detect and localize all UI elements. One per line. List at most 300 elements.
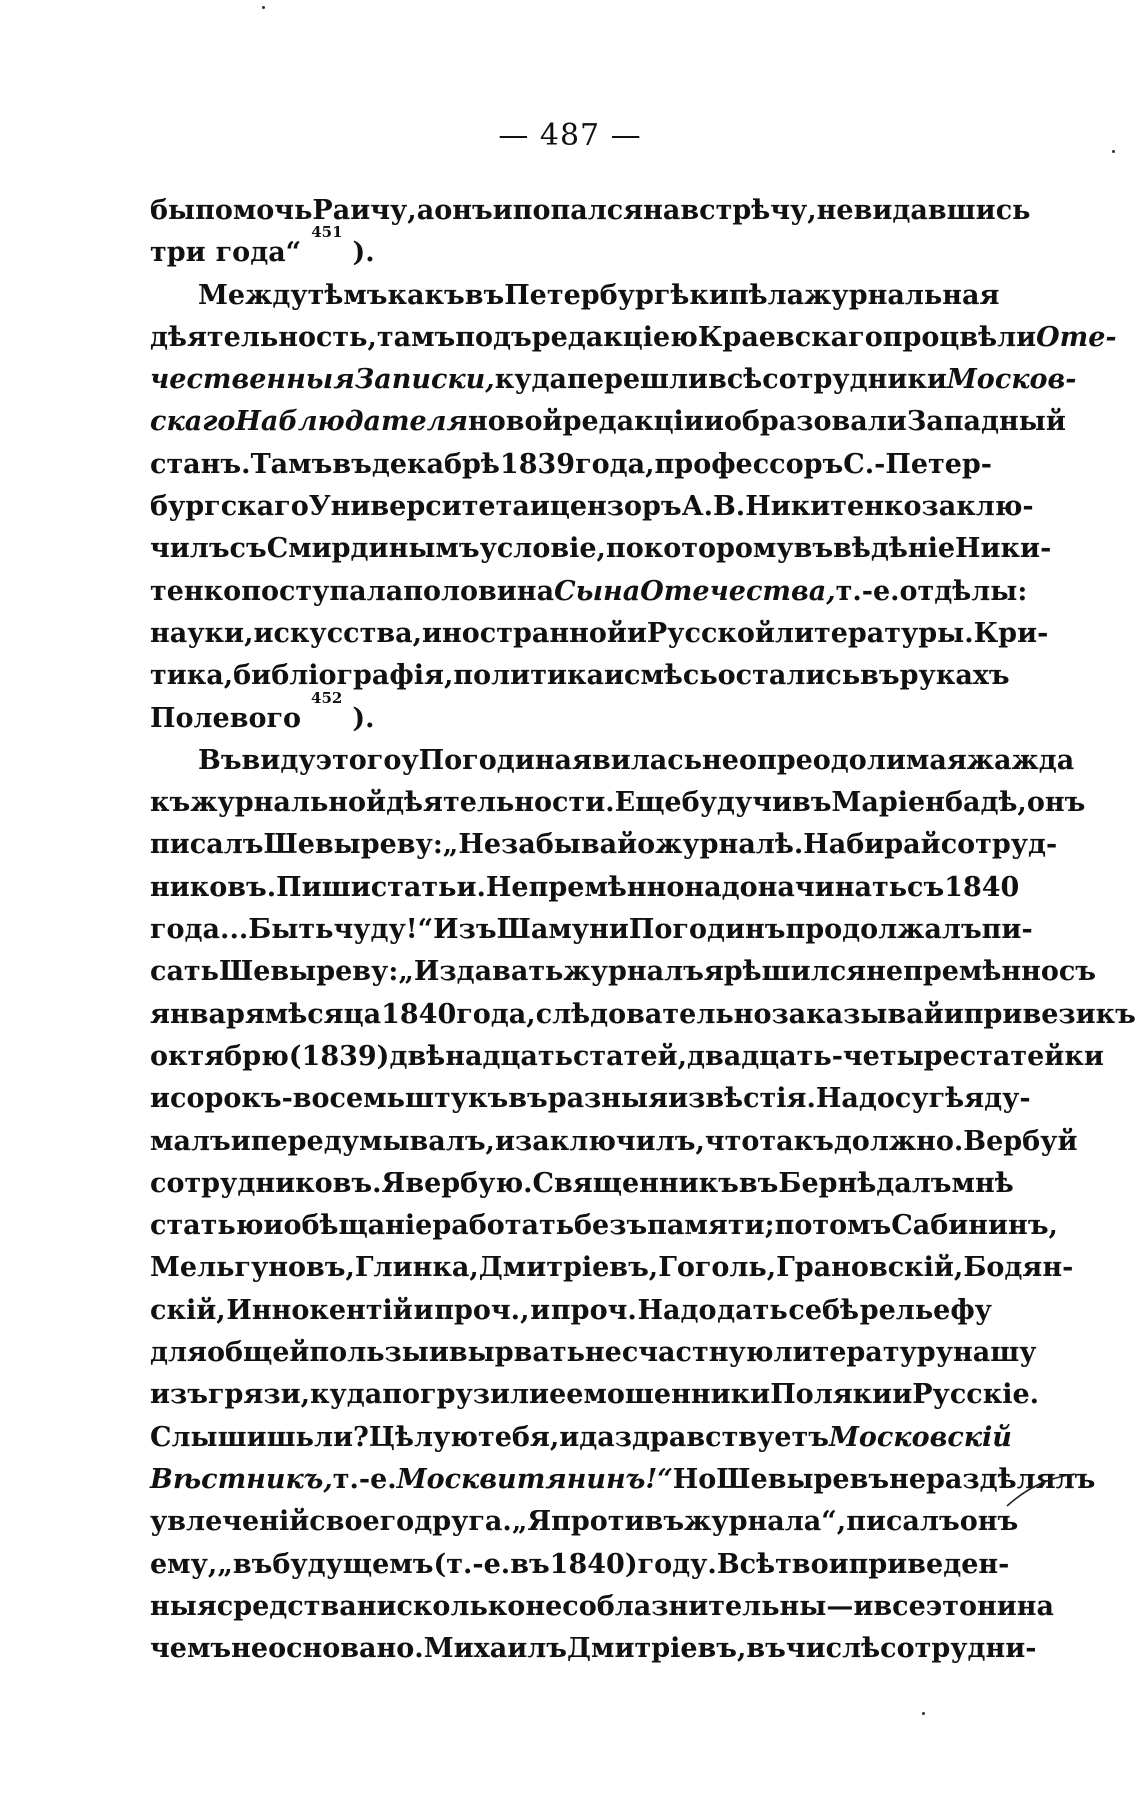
word: года... [150, 914, 249, 946]
word: Михаилъ [423, 1633, 567, 1665]
word: Оте- [1036, 321, 1117, 353]
word: попался [512, 195, 644, 226]
word: пи- [981, 914, 1033, 946]
word: „Не [442, 829, 502, 861]
word: слѣдовательно [535, 998, 772, 1030]
word: съ [1058, 956, 1097, 988]
word: Маріенбадѣ, [831, 787, 1027, 819]
text-line [150, 359, 1077, 401]
word: явилась [572, 744, 703, 776]
word: писалъ [150, 829, 264, 861]
text-line [150, 1290, 992, 1332]
word: т.-е. [332, 1463, 397, 1495]
word: и [943, 998, 964, 1030]
word: заказывай [771, 998, 944, 1030]
word: 1840) [549, 1548, 638, 1580]
word: и [703, 406, 724, 438]
word: редакціи [562, 406, 704, 438]
word: Раичу, [312, 195, 417, 226]
word: Вербуй [963, 1125, 1078, 1157]
word: онъ [1026, 787, 1086, 819]
word: октябрю [150, 1040, 289, 1072]
word: чемъ [150, 1633, 232, 1665]
text-line [150, 740, 1075, 782]
word: Набирай [803, 829, 941, 861]
word: и [559, 1421, 580, 1453]
word: мѣсяца [264, 998, 382, 1030]
word: Смирдинымъ [266, 533, 480, 565]
text-line [150, 1247, 1074, 1289]
word: своего [309, 1506, 415, 1538]
word: въ [860, 660, 900, 692]
text-line [150, 1628, 1037, 1670]
word: двѣнадцать [389, 1040, 573, 1072]
word: 1839 [499, 448, 576, 480]
word: и [530, 1294, 551, 1326]
word: Но [672, 1463, 717, 1495]
word: для [150, 1337, 207, 1369]
word: въ [793, 533, 834, 565]
word: (т.-е. [433, 1548, 511, 1580]
word: цензоръ [549, 491, 682, 523]
text-line [150, 824, 1058, 866]
word: рѣшился [723, 956, 867, 988]
word: Москов- [946, 364, 1077, 396]
word: Записки, [354, 364, 495, 396]
word: тѣмъ [307, 279, 388, 311]
word: штукъ [404, 1083, 509, 1115]
word: остались [717, 660, 861, 692]
word: Глинка, [354, 1252, 479, 1284]
word: 1840 [381, 998, 457, 1030]
word: литературу [773, 1337, 953, 1369]
word: Гоголь, [658, 1252, 777, 1284]
word: изъ [150, 1379, 208, 1411]
word: Ники- [955, 533, 1052, 565]
word: передумывалъ, [250, 1125, 495, 1157]
word: у [401, 744, 419, 776]
word: Слышишь [150, 1421, 314, 1453]
word: Надо [637, 1294, 717, 1326]
word: Изъ [433, 914, 497, 946]
word: разныя [547, 1083, 669, 1115]
word: подъ [455, 321, 532, 353]
word: сотрудниковъ. [150, 1167, 382, 1199]
word: года, [456, 998, 536, 1030]
word: рукахъ [899, 660, 1010, 692]
word: января [150, 998, 265, 1030]
word: и [492, 195, 513, 226]
word: Я [381, 1167, 406, 1199]
word: Пиши [276, 871, 371, 903]
word: мнѣ [951, 1167, 1014, 1199]
text-line [150, 1501, 1019, 1543]
word: журнальная [804, 279, 1000, 311]
word: Наблюдателя [235, 406, 468, 438]
word: (1839) [288, 1040, 390, 1072]
word: проч., [434, 1294, 530, 1326]
word: всѣ [708, 364, 763, 396]
word: извѣстія. [668, 1083, 816, 1115]
word: да [579, 1421, 615, 1453]
word: Москвитянинъ!“ [396, 1463, 673, 1495]
text-line [150, 782, 1086, 824]
word: обѣщаніе [283, 1210, 433, 1242]
word: въ [792, 787, 832, 819]
scan-speck [922, 1712, 925, 1715]
word: Полевого [150, 702, 302, 734]
word: чественныя [150, 364, 355, 396]
word: искусства, [253, 617, 422, 649]
text-line [150, 1586, 1055, 1628]
word: ду- [984, 1083, 1031, 1115]
word: и [413, 1294, 434, 1326]
word: статей, [572, 1040, 687, 1072]
word: заклю- [921, 491, 1034, 523]
word: года, [575, 448, 655, 480]
word: друга. [414, 1506, 512, 1538]
word: новой [467, 406, 563, 438]
word: и [230, 1125, 251, 1157]
word: смѣсь [624, 660, 718, 692]
word: 1840 [944, 871, 1020, 903]
word: года“ [215, 237, 302, 269]
word: не [231, 1633, 269, 1665]
word: Шевыреву: [263, 829, 443, 861]
word: нашу [952, 1337, 1037, 1369]
word: Отечества, [640, 575, 836, 607]
word: куда [310, 1379, 383, 1411]
word: и [529, 491, 550, 523]
word: къ [1095, 998, 1136, 1030]
footnote-ref: 452 [311, 688, 343, 707]
word: скаго [150, 406, 236, 438]
word: сотруд- [940, 829, 1058, 861]
word: и [892, 1379, 913, 1411]
word: Кри- [973, 617, 1049, 649]
word: себѣ [788, 1294, 860, 1326]
word: и [494, 1125, 515, 1157]
word: Русскіе. [912, 1379, 1040, 1411]
word: Краевскаго [697, 321, 883, 353]
word: тебя, [477, 1421, 560, 1453]
word: ни [976, 1590, 1017, 1622]
word: Погодинъ [628, 914, 786, 946]
text-line [150, 909, 1033, 951]
scan-speck [1112, 150, 1115, 153]
word: тенко [150, 575, 242, 607]
word: профессоръ [654, 448, 844, 480]
word: Университета [308, 491, 530, 523]
word: я [964, 1083, 985, 1115]
word: „Я [511, 1506, 552, 1538]
word: Священникъ [532, 1167, 739, 1199]
word: рельефу [859, 1294, 992, 1326]
text-line [150, 528, 1052, 570]
word: твои [775, 1548, 849, 1580]
text-line [150, 317, 1117, 359]
text-line [150, 613, 1049, 655]
word: такъ [759, 1125, 834, 1157]
word: малъ [150, 1125, 231, 1157]
word: ли? [313, 1421, 369, 1453]
word: все [873, 1590, 926, 1622]
text-line [150, 1417, 1012, 1459]
word: тамъ [376, 321, 456, 353]
text-line [150, 1078, 1031, 1120]
word: продолжалъ [785, 914, 982, 946]
word: въ [746, 1633, 786, 1665]
word: несчастную [584, 1337, 774, 1369]
word: это [925, 1590, 977, 1622]
word: Русской [646, 617, 775, 649]
word: Петербургѣ [504, 279, 690, 311]
word: пользы [309, 1337, 429, 1369]
word: проч. [550, 1294, 637, 1326]
word: скій, [150, 1294, 226, 1326]
word: куда [494, 364, 567, 396]
word: Грановскій, [776, 1252, 964, 1284]
word: году. [637, 1548, 717, 1580]
text-line [150, 1544, 1010, 1586]
word: „Издавать [398, 956, 564, 988]
word: сотрудни- [880, 1633, 1037, 1665]
word: неопреодолимая [702, 744, 967, 776]
word: Шевыреву: [219, 956, 399, 988]
word: тика, [150, 660, 234, 692]
word: журнала“, [684, 1506, 847, 1538]
text-line [150, 190, 1031, 232]
word: редакціею [531, 321, 698, 353]
word: декабрѣ [371, 448, 500, 480]
word: по [605, 533, 644, 565]
word: три [150, 237, 206, 269]
word: Дмитріевъ, [567, 1633, 747, 1665]
word: этого [315, 744, 402, 776]
word: основано. [268, 1633, 424, 1665]
text-line [150, 951, 1097, 993]
word: станъ. [150, 448, 251, 480]
word: на [1016, 1590, 1055, 1622]
word: къ [150, 787, 191, 819]
word: не [525, 1590, 563, 1622]
word: Въ [198, 744, 242, 776]
word: Быть [248, 914, 334, 946]
word: что [704, 1125, 760, 1157]
text-line [150, 275, 1000, 317]
word: я [703, 956, 724, 988]
word: На [815, 1083, 859, 1115]
word: „въ [217, 1548, 273, 1580]
word: Цѣлую [368, 1421, 478, 1453]
word: мошенники [583, 1379, 771, 1411]
word: дѣятельности. [386, 787, 615, 819]
word: въ [508, 1083, 548, 1115]
word: увлеченій [150, 1506, 310, 1538]
word: противъ [551, 1506, 685, 1538]
text-line [150, 994, 1136, 1036]
word: Всѣ [716, 1548, 776, 1580]
word: поступала [241, 575, 404, 607]
word: раздѣлялъ [926, 1463, 1096, 1495]
word: Никитенко [745, 491, 922, 523]
word: памяти; [647, 1210, 775, 1242]
word: съ [229, 533, 267, 565]
word: навстрѣчу, [643, 195, 817, 226]
word: не [816, 195, 854, 226]
text-line [150, 1205, 1058, 1247]
word: нисколько [356, 1590, 526, 1622]
word: журналъ [563, 956, 704, 988]
word: половина [403, 575, 555, 607]
word: Сабининъ, [891, 1210, 1058, 1242]
word: погрузили [382, 1379, 550, 1411]
footnote-ref: 451 [311, 223, 343, 242]
word: статьи. [370, 871, 486, 903]
page-number: — 487 — [498, 118, 642, 153]
word: числѣ [785, 1633, 881, 1665]
word: ныя [150, 1590, 217, 1622]
word: чилъ [150, 533, 230, 565]
word: вербую. [405, 1167, 533, 1199]
word: перешли [567, 364, 709, 396]
word: съ [907, 871, 945, 903]
word: непремѣнно [866, 956, 1059, 988]
word: какъ [387, 279, 465, 311]
text-line [150, 401, 1066, 443]
word: Поляки [770, 1379, 893, 1411]
text-line [150, 655, 1010, 697]
word: бы [150, 195, 196, 226]
word: ее [549, 1379, 584, 1411]
word: а [416, 195, 435, 226]
word: журнальной [190, 787, 387, 819]
text-line [150, 1121, 1078, 1163]
word: Тамъ [250, 448, 333, 480]
word: политика [453, 660, 604, 692]
word: надо [684, 871, 758, 903]
word: Московскій [828, 1421, 1012, 1453]
word: онъ [434, 195, 493, 226]
word: ). [352, 237, 375, 269]
word: Иннокентій [226, 1294, 413, 1326]
word: будущемъ [272, 1548, 434, 1580]
word: ). [352, 702, 375, 734]
word: и [626, 617, 647, 649]
word: иностранной [421, 617, 627, 649]
word: начинать [757, 871, 908, 903]
scan-speck [262, 6, 265, 9]
word: въ [332, 448, 372, 480]
word: В. [712, 491, 746, 523]
text-line [150, 867, 1020, 909]
word: Бодян- [963, 1252, 1074, 1284]
word: статейки [959, 1040, 1104, 1072]
word: потомъ [774, 1210, 892, 1242]
text-line [150, 223, 992, 274]
word: статью [150, 1210, 264, 1242]
word: безъ [574, 1210, 648, 1242]
word: Дмитріевъ, [478, 1252, 659, 1284]
word: виду [241, 744, 316, 776]
word: о [637, 829, 656, 861]
word: ему, [150, 1548, 218, 1580]
word: Шевыревъ [716, 1463, 890, 1495]
word: журналѣ. [655, 829, 804, 861]
word: Непремѣнно [485, 871, 685, 903]
word: бургскаго [150, 491, 309, 523]
word: Мельгуновъ, [150, 1252, 355, 1284]
text-line [150, 688, 992, 740]
word: которому [643, 533, 794, 565]
word: онъ [959, 1506, 1019, 1538]
word: забывай [501, 829, 638, 861]
word: вѣдѣніе [833, 533, 956, 565]
word: средства [216, 1590, 357, 1622]
word: никовъ. [150, 871, 277, 903]
word: Еще [614, 787, 682, 819]
word: привези [963, 998, 1096, 1030]
word: не [889, 1463, 927, 1495]
word: въ [464, 279, 505, 311]
word: видавшись [853, 195, 1031, 226]
word: условіе, [479, 533, 606, 565]
word: А. [681, 491, 713, 523]
word: и [428, 1337, 449, 1369]
text-line [150, 1163, 1014, 1205]
word: литературы. [774, 617, 974, 649]
text-line [150, 1332, 1037, 1374]
word: кипѣла [689, 279, 805, 311]
word: отдѣлы: [899, 575, 1028, 607]
word: заключилъ, [514, 1125, 705, 1157]
word: и [603, 660, 624, 692]
word: Погодина [418, 744, 572, 776]
text-line [150, 1036, 1104, 1078]
word: далъ [876, 1167, 952, 1199]
word: С.-Петер- [843, 448, 992, 480]
word: и [150, 1083, 171, 1115]
word: будучи [681, 787, 792, 819]
text-line [150, 444, 992, 486]
word: Бернѣ [778, 1167, 877, 1199]
word: здравствуетъ [614, 1421, 829, 1453]
text-line [150, 1459, 1096, 1501]
word: образовали [723, 406, 907, 438]
word: сорокъ-восемь [170, 1083, 405, 1115]
word: вырвать [448, 1337, 585, 1369]
text-line [150, 1374, 1040, 1416]
margin-pencil-mark [1005, 1470, 1085, 1510]
text-line [150, 571, 1028, 613]
word: Шамуни [496, 914, 629, 946]
word: въ [510, 1548, 550, 1580]
word: сотрудники [762, 364, 947, 396]
word: сать [150, 956, 219, 988]
word: соблазнительны—и [562, 1590, 874, 1622]
word: досугѣ [858, 1083, 965, 1115]
word: должно. [833, 1125, 964, 1157]
word: общей [206, 1337, 310, 1369]
body-text [150, 190, 1136, 1670]
word: Вѣстникъ, [150, 1463, 333, 1495]
text-line [150, 486, 1034, 528]
word: работать [432, 1210, 575, 1242]
word: писалъ [846, 1506, 960, 1538]
word: жажда [966, 744, 1075, 776]
word: процвѣли [882, 321, 1037, 353]
word: библіографія, [233, 660, 454, 692]
